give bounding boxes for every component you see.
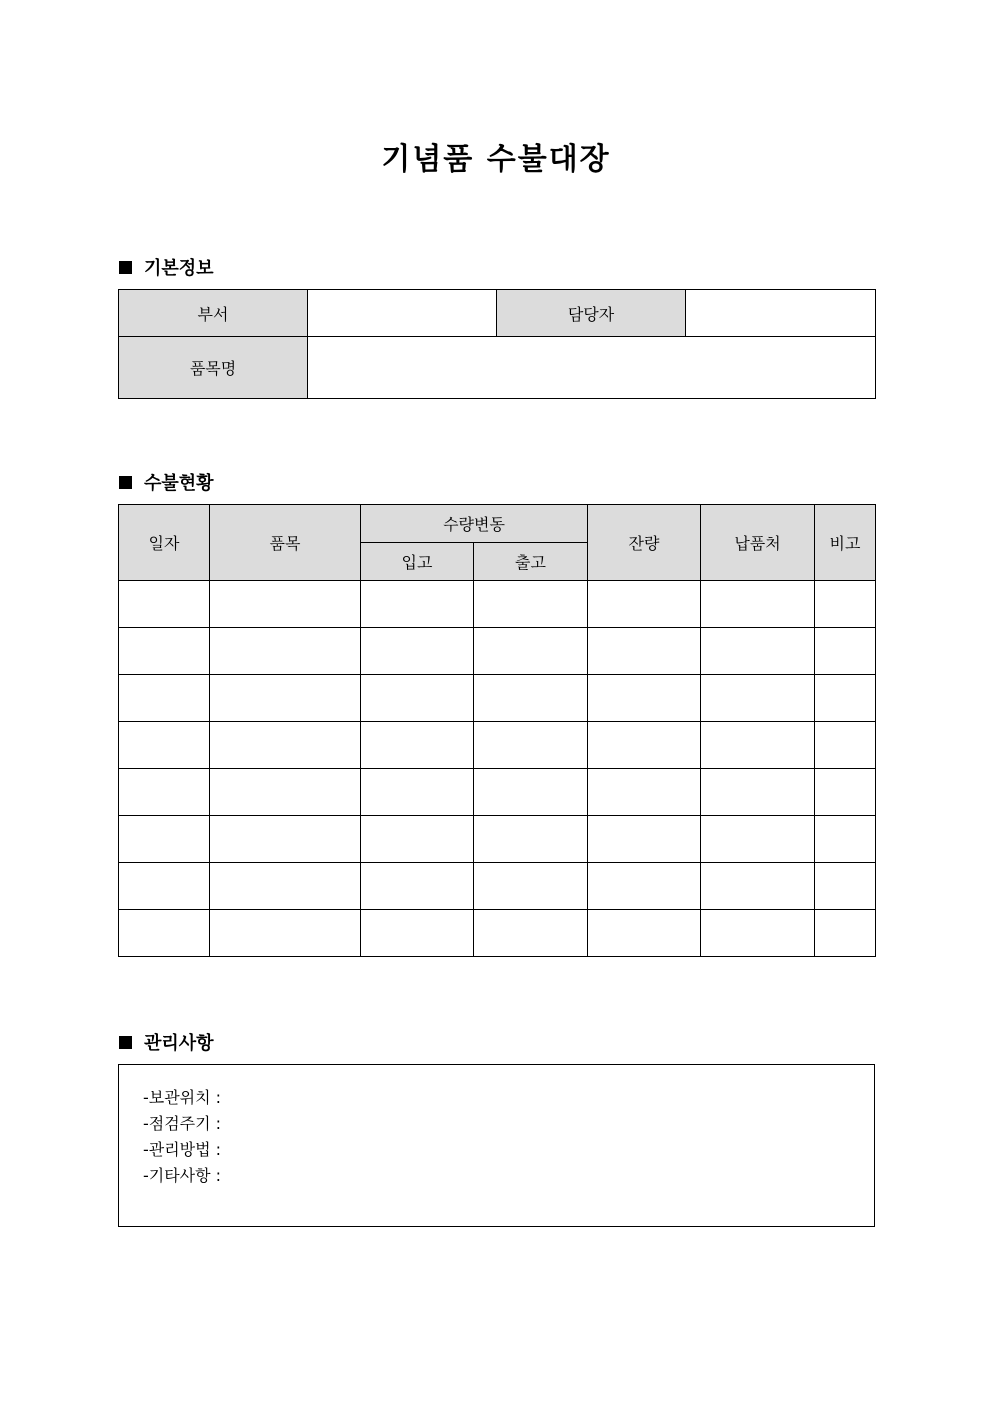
header-date: 일자 <box>119 505 210 581</box>
table-cell[interactable] <box>701 628 815 675</box>
table-cell[interactable] <box>815 581 876 628</box>
table-cell[interactable] <box>474 675 588 722</box>
section-heading-basic-info <box>119 254 214 280</box>
table-cell[interactable] <box>119 910 210 957</box>
section-heading-management <box>119 1029 214 1055</box>
table-row <box>119 816 876 863</box>
table-cell[interactable] <box>210 581 361 628</box>
note-management-method: -관리방법 : <box>143 1140 222 1159</box>
table-row <box>119 628 876 675</box>
header-item: 품목 <box>210 505 361 581</box>
table-cell[interactable] <box>361 675 474 722</box>
table-cell[interactable] <box>361 769 474 816</box>
table-cell[interactable] <box>119 581 210 628</box>
department-label: 부서 <box>119 290 308 337</box>
section-heading-label: 기본정보 <box>144 258 214 279</box>
manager-field[interactable] <box>686 290 876 337</box>
header-supplier: 납품처 <box>701 505 815 581</box>
table-cell[interactable] <box>701 581 815 628</box>
header-quantity-change: 수량변동 <box>361 505 588 543</box>
table-row <box>119 910 876 957</box>
ledger-header-row <box>119 505 876 543</box>
table-cell[interactable] <box>361 628 474 675</box>
table-cell[interactable] <box>701 769 815 816</box>
table-cell[interactable] <box>361 581 474 628</box>
table-cell[interactable] <box>588 769 701 816</box>
manager-label: 담당자 <box>497 290 686 337</box>
item-name-label: 품목명 <box>119 337 308 399</box>
square-bullet-icon <box>119 261 132 274</box>
header-balance: 잔량 <box>588 505 701 581</box>
table-cell[interactable] <box>474 581 588 628</box>
header-out: 출고 <box>474 543 588 581</box>
table-cell[interactable] <box>588 863 701 910</box>
table-cell[interactable] <box>119 722 210 769</box>
table-cell[interactable] <box>588 675 701 722</box>
table-cell[interactable] <box>210 628 361 675</box>
section-heading-ledger <box>119 469 214 495</box>
basic-info-table <box>118 289 876 399</box>
table-cell[interactable] <box>588 910 701 957</box>
table-row <box>119 675 876 722</box>
table-cell[interactable] <box>701 816 815 863</box>
table-cell[interactable] <box>361 910 474 957</box>
section-heading-label: 관리사항 <box>144 1033 214 1054</box>
table-cell[interactable] <box>701 863 815 910</box>
header-in: 입고 <box>361 543 474 581</box>
table-cell[interactable] <box>588 628 701 675</box>
square-bullet-icon <box>119 1036 132 1049</box>
table-cell[interactable] <box>361 863 474 910</box>
note-other-matters: -기타사항 : <box>143 1166 222 1185</box>
table-row <box>119 769 876 816</box>
table-cell[interactable] <box>210 816 361 863</box>
ledger-body <box>119 581 876 957</box>
table-cell[interactable] <box>701 910 815 957</box>
table-cell[interactable] <box>815 910 876 957</box>
header-remarks: 비고 <box>815 505 876 581</box>
note-inspection-cycle: -점검주기 : <box>143 1114 222 1133</box>
table-cell[interactable] <box>474 910 588 957</box>
table-cell[interactable] <box>815 722 876 769</box>
note-storage-location: -보관위치 : <box>143 1088 222 1107</box>
document-title: 기념품 수불대장 <box>381 142 611 177</box>
department-field[interactable] <box>308 290 497 337</box>
table-cell[interactable] <box>474 628 588 675</box>
section-heading-label: 수불현황 <box>144 473 214 494</box>
table-cell[interactable] <box>361 722 474 769</box>
table-cell[interactable] <box>210 722 361 769</box>
table-row <box>119 581 876 628</box>
table-cell[interactable] <box>361 816 474 863</box>
table-cell[interactable] <box>815 863 876 910</box>
table-cell[interactable] <box>588 722 701 769</box>
table-cell[interactable] <box>815 628 876 675</box>
basic-info-row <box>119 337 876 399</box>
table-cell[interactable] <box>210 863 361 910</box>
table-cell[interactable] <box>119 816 210 863</box>
table-cell[interactable] <box>119 675 210 722</box>
square-bullet-icon <box>119 476 132 489</box>
table-cell[interactable] <box>815 769 876 816</box>
table-row <box>119 863 876 910</box>
table-cell[interactable] <box>474 816 588 863</box>
table-cell[interactable] <box>701 675 815 722</box>
item-name-field[interactable] <box>308 337 876 399</box>
basic-info-row <box>119 290 876 337</box>
table-cell[interactable] <box>815 816 876 863</box>
management-notes-list <box>119 1065 874 1189</box>
table-cell[interactable] <box>119 628 210 675</box>
table-row <box>119 722 876 769</box>
table-cell[interactable] <box>210 675 361 722</box>
table-cell[interactable] <box>588 816 701 863</box>
table-cell[interactable] <box>474 863 588 910</box>
ledger-table <box>118 504 876 957</box>
table-cell[interactable] <box>701 722 815 769</box>
table-cell[interactable] <box>119 863 210 910</box>
table-cell[interactable] <box>119 769 210 816</box>
table-cell[interactable] <box>815 675 876 722</box>
table-cell[interactable] <box>210 910 361 957</box>
table-cell[interactable] <box>588 581 701 628</box>
table-cell[interactable] <box>474 769 588 816</box>
table-cell[interactable] <box>474 722 588 769</box>
table-cell[interactable] <box>210 769 361 816</box>
management-notes-box <box>118 1064 875 1227</box>
